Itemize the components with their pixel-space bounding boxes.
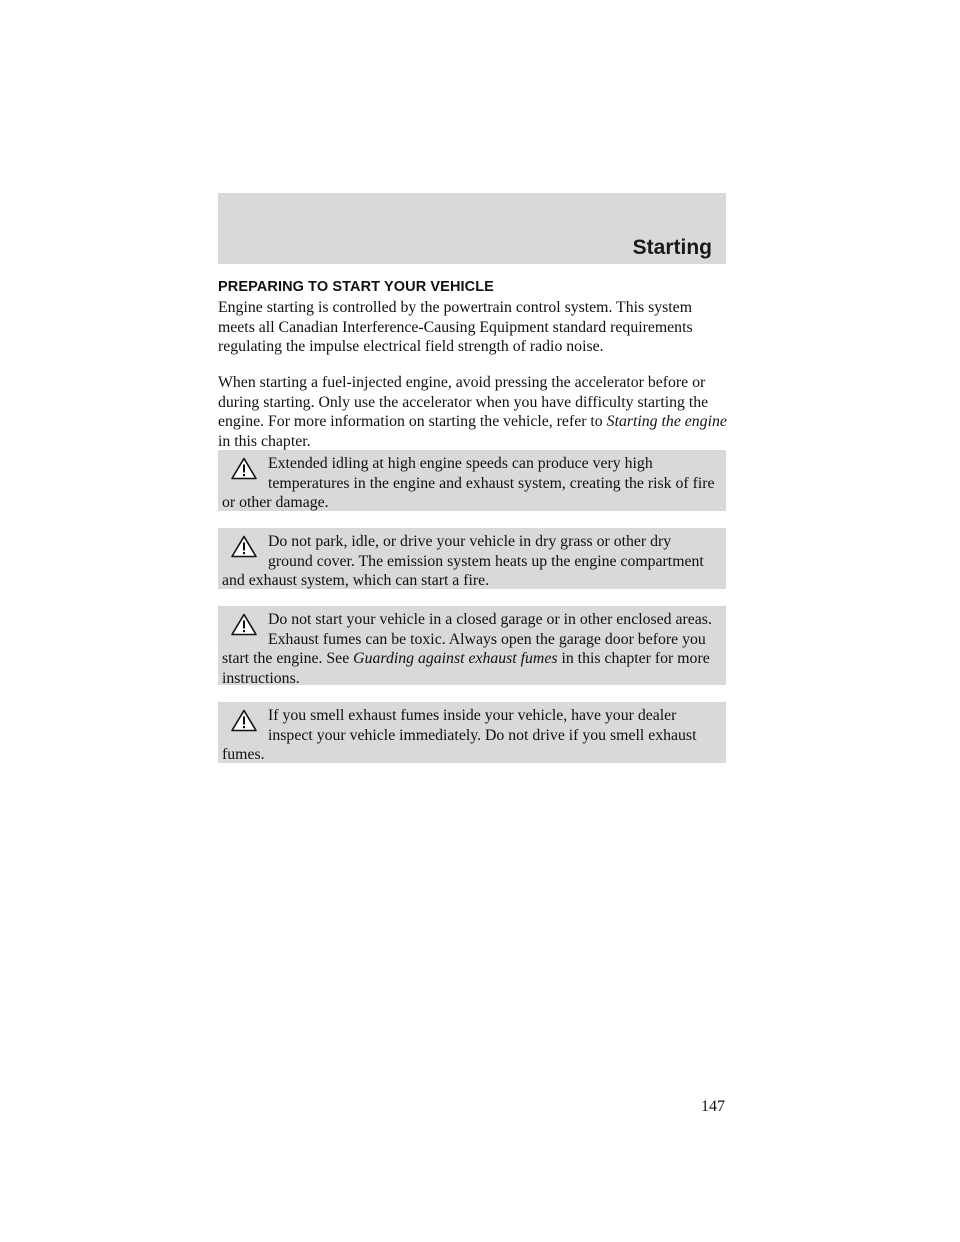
warning-triangle-icon (222, 532, 266, 562)
warning-triangle-icon (222, 610, 266, 640)
warning-text-closed-garage (222, 611, 712, 687)
page-number: 147 (701, 1098, 725, 1115)
warning-triangle-icon (222, 454, 266, 484)
exhaust-fumes-reference: Guarding against exhaust fumes (353, 650, 558, 668)
warning-text-exhaust-smell: If you smell exhaust fumes inside your vehicle, have your dealer inspect your vehicle immediately. Do not drive if you smell exhaust fumes. (222, 707, 697, 764)
warning-box-exhaust-smell (218, 702, 726, 763)
chapter-header-band (218, 193, 726, 264)
accelerator-text: When starting a fuel-injected engine, avoid pressing the accelerator before or during starting. Only use the accelerator when you have difficulty starting the engine. For more information on starting the vehicle, refer to (218, 374, 709, 431)
garage-text-end: in this chapter for more instructions. (222, 650, 710, 687)
warning-box-dry-grass (218, 528, 726, 589)
warning-box-closed-garage (218, 606, 726, 685)
starting-engine-reference: Starting the engine (606, 413, 727, 431)
accelerator-text-end: in this chapter. (218, 432, 311, 450)
garage-text: Do not start your vehicle in a closed garage or in other enclosed areas. Exhaust fumes can be toxic. Always open the garage door before you start the engine. See (222, 611, 712, 668)
warning-text-idling: Extended idling at high engine speeds can produce very high temperatures in the engine and exhaust system, creating the risk of fire or other damage. (222, 455, 715, 512)
warning-box-idling (218, 450, 726, 511)
accelerator-paragraph (218, 373, 728, 451)
chapter-title: Starting (632, 236, 712, 259)
section-heading: PREPARING TO START YOUR VEHICLE (218, 279, 494, 295)
intro-paragraph: Engine starting is controlled by the powertrain control system. This system meets all Canadian Interference-Causing Equipment standard requirements regulating the impulse electrical field strength of radio noise. (218, 299, 693, 356)
warning-triangle-icon (222, 706, 266, 736)
warning-text-dry-grass: Do not park, idle, or drive your vehicle in dry grass or other dry ground cover. The emission system heats up the engine compartment and exhaust system, which can start a fire. (222, 533, 704, 590)
